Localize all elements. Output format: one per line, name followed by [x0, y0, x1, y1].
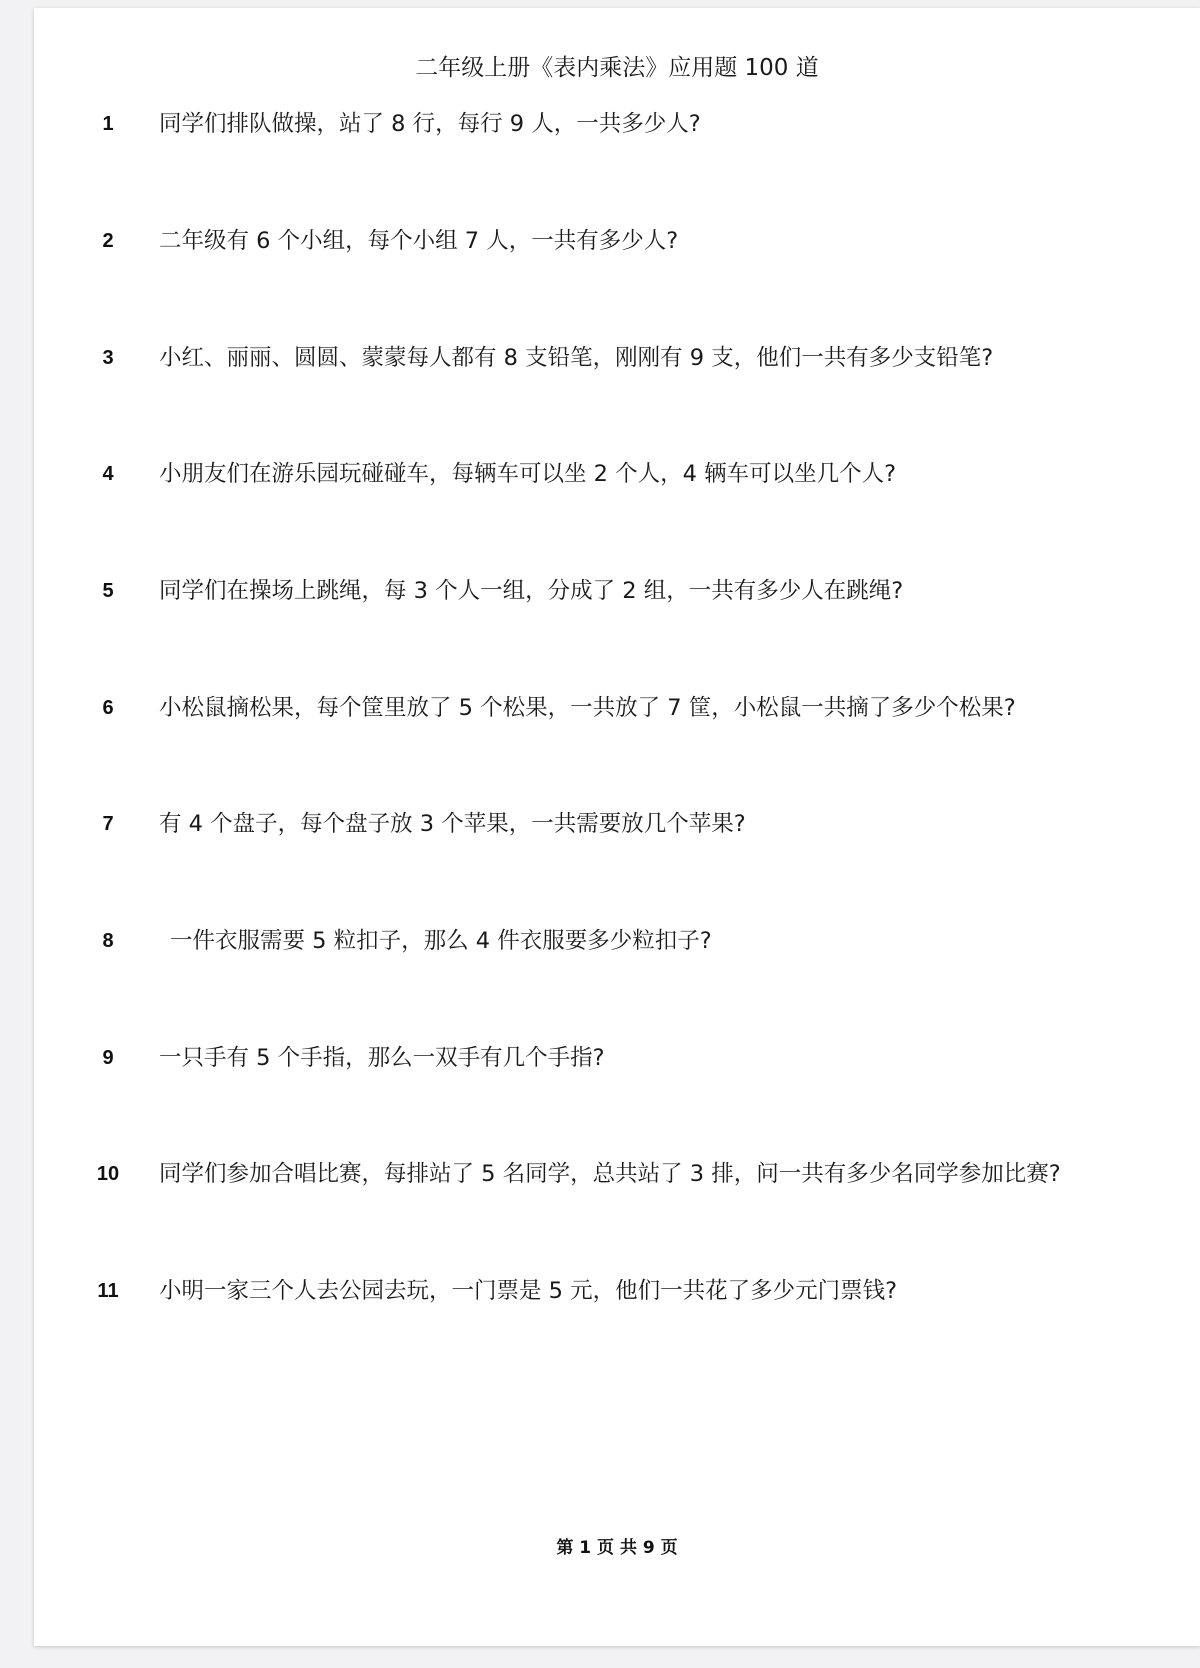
question-number: 10: [96, 1163, 120, 1185]
question-item: [34, 573, 1200, 609]
question-text: 一件衣服需要 5 粒扣子，那么 4 件衣服要多少粒扣子?: [170, 928, 712, 954]
question-item: [34, 806, 1200, 842]
question-text: 小红、丽丽、圆圆、蒙蒙每人都有 8 支铅笔，刚刚有 9 支，他们一共有多少支铅笔?: [159, 345, 994, 371]
question-text: 小松鼠摘松果，每个筐里放了 5 个松果，一共放了 7 筐，小松鼠一共摘了多少个松果?: [159, 695, 1016, 721]
question-item: [34, 923, 1200, 959]
question-number: 9: [102, 1047, 114, 1069]
question-text: 小朋友们在游乐园玩碰碰车，每辆车可以坐 2 个人，4 辆车可以坐几个人?: [159, 461, 897, 487]
question-number: 8: [102, 930, 114, 952]
question-item: [34, 1156, 1200, 1192]
question-number: 2: [102, 230, 114, 252]
question-item: [34, 1040, 1200, 1076]
question-text: 同学们排队做操，站了 8 行，每行 9 人，一共多少人?: [159, 111, 701, 137]
question-item: [34, 223, 1200, 259]
question-text: 二年级有 6 个小组，每个小组 7 人，一共有多少人?: [159, 228, 679, 254]
document-page: [34, 8, 1200, 1646]
question-item: [34, 340, 1200, 376]
question-text: 一只手有 5 个手指，那么一双手有几个手指?: [159, 1045, 605, 1071]
question-text: 小明一家三个人去公园去玩，一门票是 5 元，他们一共花了多少元门票钱?: [159, 1278, 898, 1304]
question-text: 同学们在操场上跳绳，每 3 个人一组，分成了 2 组，一共有多少人在跳绳?: [159, 578, 904, 604]
question-item: [34, 456, 1200, 492]
question-number: 4: [102, 463, 114, 485]
document-title: 二年级上册《表内乘法》应用题 100 道: [415, 55, 819, 81]
question-number: 1: [102, 113, 114, 135]
question-item: [34, 1273, 1200, 1309]
question-number: 7: [102, 813, 114, 835]
question-text: 同学们参加合唱比赛，每排站了 5 名同学，总共站了 3 排，问一共有多少名同学参加比赛?: [159, 1161, 1061, 1187]
question-number: 5: [102, 580, 114, 602]
question-item: [34, 106, 1200, 142]
question-number: 6: [102, 697, 114, 719]
page-footer: 第 1 页 共 9 页: [556, 1538, 678, 1558]
question-text: 有 4 个盘子，每个盘子放 3 个苹果，一共需要放几个苹果?: [159, 811, 746, 837]
question-number: 3: [102, 347, 114, 369]
question-number: 11: [97, 1280, 119, 1302]
question-item: [34, 690, 1200, 726]
